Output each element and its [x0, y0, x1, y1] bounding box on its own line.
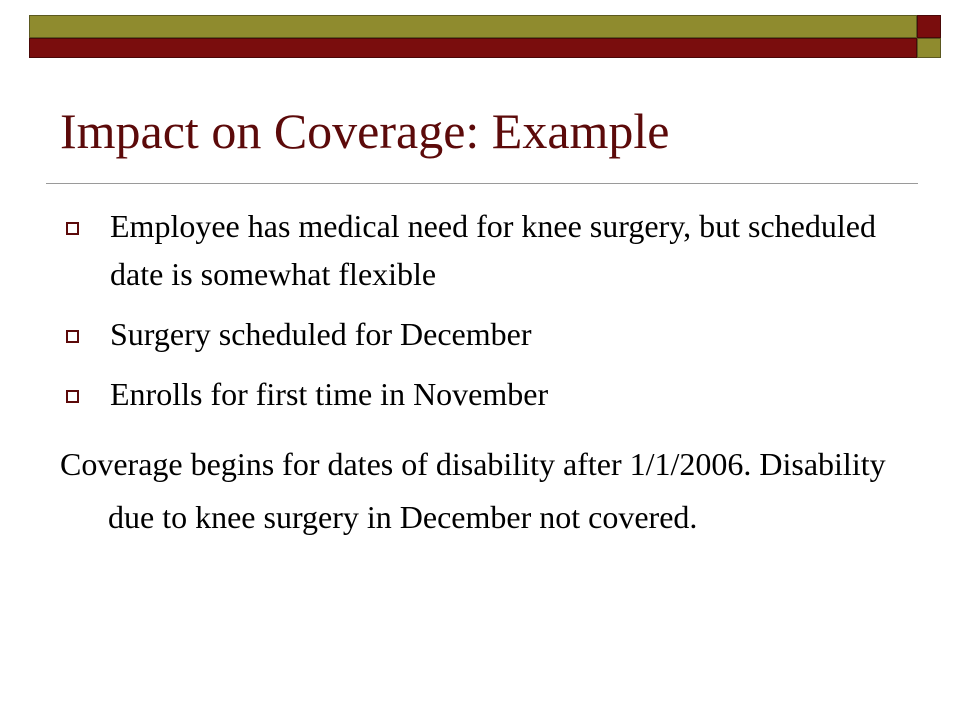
top-decorative-band-olive: [29, 15, 917, 38]
bullet-item: [60, 310, 900, 358]
hollow-square-bullet-icon: [66, 222, 79, 235]
bullet-text: Employee has medical need for knee surgery, but scheduled date is somewhat flexible: [110, 208, 876, 292]
bullet-text: Enrolls for first time in November: [110, 376, 549, 412]
hollow-square-bullet-icon: [66, 330, 79, 343]
corner-block-olive: [917, 38, 941, 58]
slide-title: Impact on Coverage: Example: [60, 103, 670, 159]
corner-block-maroon: [917, 15, 941, 38]
bullet-item: [60, 202, 900, 298]
bullet-text: Surgery scheduled for December: [110, 316, 532, 352]
bullet-list: [60, 202, 900, 430]
bullet-item: [60, 370, 900, 418]
top-decorative-band-maroon: [29, 38, 917, 58]
title-divider: [46, 183, 918, 184]
coverage-paragraph: Coverage begins for dates of disability after 1/1/2006. Disability due to knee surgery in December not covered.: [60, 446, 886, 535]
hollow-square-bullet-icon: [66, 390, 79, 403]
